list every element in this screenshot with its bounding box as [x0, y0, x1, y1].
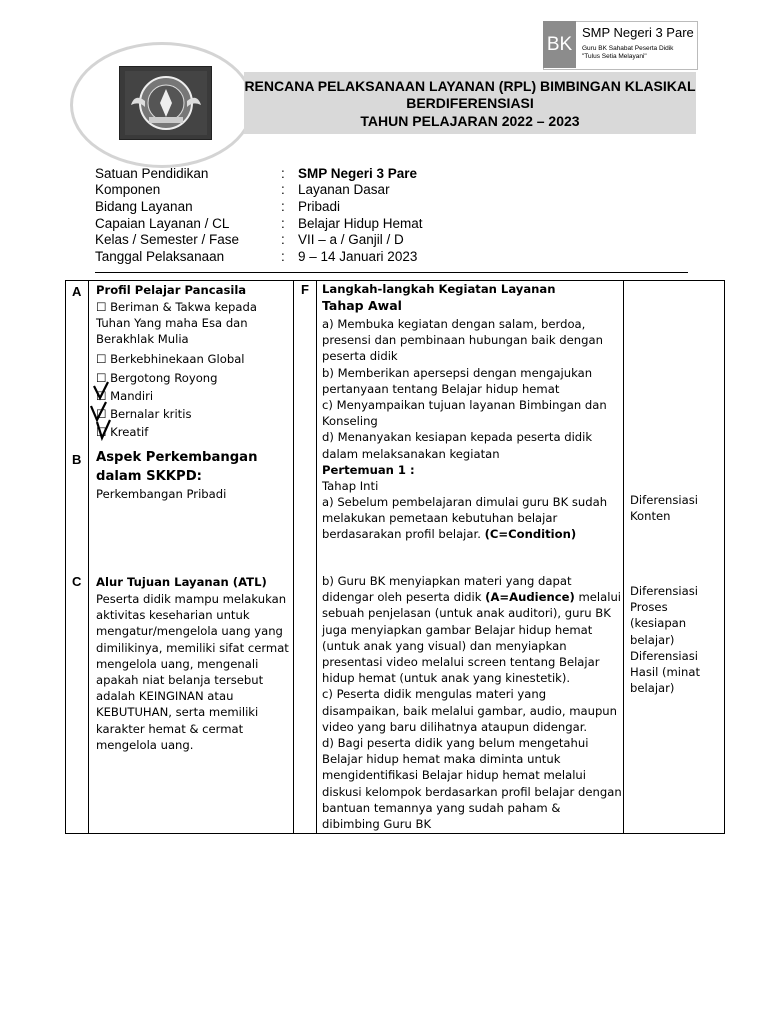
- text-line: (kesiapan: [630, 616, 687, 631]
- checkbox-icon[interactable]: ☐: [96, 300, 107, 314]
- pancasila-item[interactable]: [96, 351, 291, 367]
- info-label: Komponen: [95, 182, 161, 197]
- text-line: d) Bagi peserta didik yang belum mengetahui: [322, 736, 589, 751]
- info-colon: :: [281, 182, 285, 197]
- text-span: berdasarakan profil belajar.: [322, 527, 485, 542]
- checkbox-icon[interactable]: ☐: [96, 370, 107, 385]
- tahap-inti-b: [322, 573, 622, 832]
- pancasila-item-label: Bergotong Royong: [110, 370, 218, 385]
- info-label: Tanggal Pelaksanaan: [95, 249, 225, 264]
- text-line: c) Menyampaikan tujuan layanan Bimbingan dan: [322, 398, 607, 413]
- brand-tagline-1: Guru BK Sahabat Peserta Didik: [582, 45, 674, 52]
- section-b-title: [96, 448, 257, 486]
- title-line-3: TAHUN PELAJARAN 2022 – 2023: [360, 113, 580, 129]
- text-line: dalam melaksanakan kegiatan: [322, 446, 500, 461]
- brand-school-name: SMP Negeri 3 Pare: [582, 25, 694, 40]
- section-f-title: Langkah-langkah Kegiatan Layanan: [322, 282, 556, 296]
- info-label: Bidang Layanan: [95, 199, 193, 214]
- text-line: mengatur/mengelola uang yang: [96, 624, 283, 639]
- info-label: Satuan Pendidikan: [95, 166, 209, 181]
- text-line: d) Menanyakan kesiapan kepada peserta didik: [322, 430, 593, 445]
- info-value: Belajar Hidup Hemat: [298, 216, 423, 231]
- emblem-icon: [125, 71, 207, 135]
- col-divider: [623, 280, 624, 834]
- info-label: Capaian Layanan / CL: [95, 216, 230, 231]
- info-value: SMP Negeri 3 Pare: [298, 166, 418, 181]
- divider: [95, 272, 688, 273]
- text-line: b) Memberikan apersepsi dengan mengajukan: [322, 365, 593, 380]
- brand-tagline-2: "Tulus Setia Melayani": [582, 53, 647, 60]
- audience-label: (A=Audience): [485, 590, 575, 605]
- text-line: b) Guru BK menyiapkan materi yang dapat: [322, 574, 572, 588]
- section-f-letter: F: [301, 282, 309, 297]
- text-line: peserta didik: [322, 349, 398, 364]
- text-line: (untuk anak yang visual) dan menyiapkan: [322, 638, 567, 653]
- text-line: aktivitas keseharian untuk: [96, 608, 250, 623]
- pancasila-item[interactable]: [96, 424, 291, 440]
- text-line: pertanyaan tentang Belajar hidup hemat: [322, 381, 560, 396]
- pancasila-list: [96, 299, 291, 441]
- text-line: disampaikan, baik melalui gambar, audio, maupun: [322, 703, 618, 718]
- text-line: Hasil (minat: [630, 665, 701, 680]
- title-line-1: RENCANA PELAKSANAAN LAYANAN (RPL) BIMBINGAN KLASIKAL: [244, 78, 696, 94]
- tahap-inti-a: [322, 494, 622, 543]
- text-line: Belajar hidup hemat maka diminta untuk: [322, 752, 561, 767]
- text-line: bantuan temannya yang sudah paham &: [322, 800, 561, 815]
- info-value: Layanan Dasar: [298, 182, 390, 197]
- text-line: c) Peserta didik mengulas materi yang: [322, 687, 547, 702]
- pancasila-item[interactable]: [96, 388, 291, 404]
- text-span: melalui: [574, 590, 622, 605]
- text-line: mengidentifikasi Belajar hidup hemat melalui: [322, 768, 586, 783]
- pancasila-item[interactable]: [96, 370, 291, 386]
- pancasila-item-label: Tuhan Yang maha Esa dan: [96, 316, 248, 331]
- text-line: Proses: [630, 600, 668, 615]
- checkbox-icon[interactable]: ☐: [96, 425, 107, 440]
- text-line: karakter hemat & cermat: [96, 721, 244, 736]
- text-line: mengelola uang.: [96, 737, 194, 752]
- section-b-title-2: dalam SKKPD:: [96, 469, 202, 484]
- pancasila-item[interactable]: [96, 406, 291, 422]
- title-line-2: BERDIFERENSIASI: [406, 95, 534, 111]
- section-b-text: Perkembangan Pribadi: [96, 487, 227, 501]
- checkbox-icon[interactable]: ☐: [96, 351, 107, 366]
- info-colon: :: [281, 166, 285, 181]
- info-label: Kelas / Semester / Fase: [95, 232, 240, 247]
- info-value: Pribadi: [298, 199, 341, 214]
- text-line: a) Sebelum pembelajaran dimulai guru BK sudah: [322, 495, 608, 509]
- text-line: Konseling: [322, 414, 378, 429]
- text-line: Konten: [630, 509, 671, 524]
- info-colon: :: [281, 216, 285, 231]
- col-divider: [88, 280, 89, 834]
- text-line: Diferensiasi: [630, 584, 698, 598]
- pancasila-item-label: Berakhlak Mulia: [96, 332, 189, 347]
- pancasila-item-label: Beriman & Takwa kepada: [110, 300, 257, 314]
- text-line: adalah KEINGINAN atau: [96, 689, 234, 704]
- text-line: belajar): [630, 632, 675, 647]
- text-line: apakah niat belanja tersebut: [96, 673, 264, 688]
- section-b-letter: B: [72, 452, 82, 467]
- text-line: KEBUTUHAN, serta memiliki: [96, 705, 259, 720]
- col-divider: [316, 280, 317, 834]
- text-line: mengelola uang, mengenali: [96, 656, 259, 671]
- text-line: hidup hemat (untuk anak yang kinestetik).: [322, 671, 571, 686]
- text-line: Peserta didik mampu melakukan: [96, 592, 287, 606]
- brand-tagline: [582, 45, 673, 61]
- note-diferensiasi-konten: [630, 492, 698, 524]
- info-colon: :: [281, 249, 285, 264]
- text-line: melakukan pemetaan kebutuhan belajar: [322, 511, 558, 526]
- tahap-inti-heading: Tahap Inti: [322, 479, 379, 493]
- brand-bk-logo: BK: [543, 21, 576, 68]
- school-logo: [119, 66, 212, 140]
- section-c-title: Alur Tujuan Layanan (ATL): [96, 575, 267, 589]
- section-b-title-1: Aspek Perkembangan: [96, 450, 258, 465]
- text-line: sebuah penjelasan (untuk anak auditori), guru BK: [322, 606, 611, 621]
- text-line: dibimbing Guru BK: [322, 817, 432, 832]
- info-colon: :: [281, 199, 285, 214]
- note-diferensiasi-proses: [630, 583, 700, 696]
- info-value: 9 – 14 Januari 2023: [298, 249, 418, 264]
- handwritten-check-icon: [88, 380, 118, 442]
- checkbox-icon[interactable]: ☐: [96, 389, 107, 404]
- pancasila-item-label: Kreatif: [110, 425, 149, 440]
- pancasila-item-label: Berkebhinekaan Global: [110, 351, 245, 366]
- section-c-letter: C: [72, 574, 82, 589]
- pancasila-item-label: Bernalar kritis: [110, 407, 192, 422]
- text-line: [322, 589, 622, 605]
- tahap-inti-rest: [322, 605, 622, 832]
- section-c-text: [96, 591, 292, 753]
- text-line: diskusi kelompok berdasarkan profil belajar dengan: [322, 784, 622, 799]
- text-line: Diferensiasi: [630, 648, 698, 663]
- text-line: presensi dan pembinaan hubungan baik dengan: [322, 333, 603, 348]
- text-span: didengar oleh peserta didik: [322, 590, 486, 605]
- text-line: belajar): [630, 681, 675, 696]
- info-colon: :: [281, 232, 285, 247]
- text-line: [322, 526, 622, 542]
- text-line: a) Membuka kegiatan dengan salam, berdoa,: [322, 317, 586, 331]
- section-a-letter: A: [72, 284, 82, 299]
- info-value: VII – a / Ganjil / D: [298, 232, 404, 247]
- pancasila-item-label: Mandiri: [110, 389, 154, 404]
- text-line: presentasi video melalui screen tentang Belajar: [322, 655, 600, 670]
- tahap-awal-heading: Tahap Awal: [322, 298, 402, 313]
- text-line: video yang baru dilihatnya ataupun didengar.: [322, 719, 588, 734]
- text-line: Diferensiasi: [630, 493, 698, 507]
- checkbox-icon[interactable]: ☐: [96, 407, 107, 422]
- condition-label: (C=Condition): [484, 527, 577, 542]
- text-line: dimilikinya, memiliki sifat cermat: [96, 640, 289, 655]
- section-a-title: Profil Pelajar Pancasila: [96, 283, 247, 297]
- pancasila-item[interactable]: [96, 299, 291, 315]
- text-line: juga menyiapkan gambar Belajar hidup hemat: [322, 622, 593, 637]
- pertemuan-heading: Pertemuan 1 :: [322, 463, 415, 477]
- col-divider: [293, 280, 294, 834]
- tahap-awal-text: [322, 316, 622, 462]
